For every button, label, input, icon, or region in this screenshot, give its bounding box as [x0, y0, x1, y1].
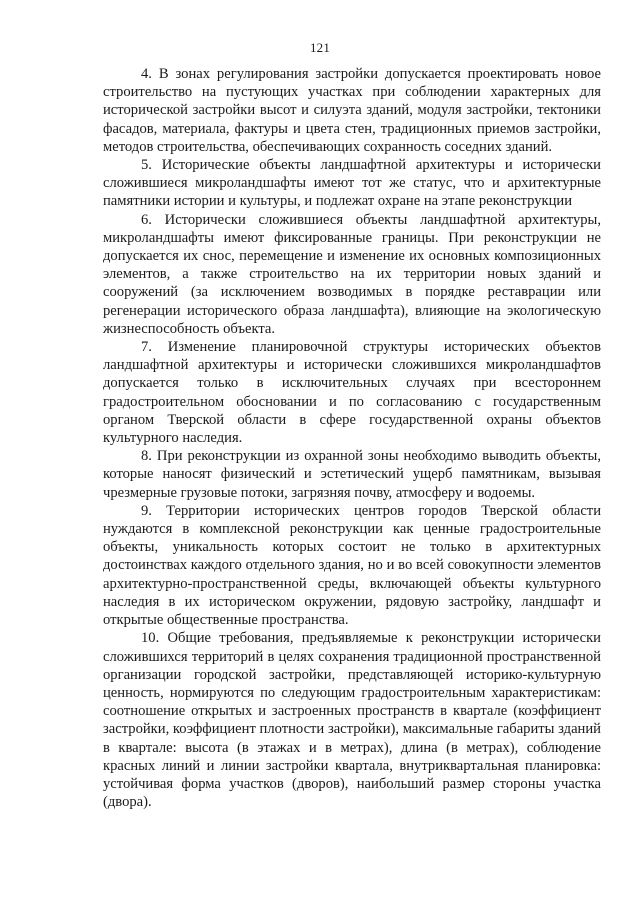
page-number: 121 — [309, 40, 331, 55]
document-body — [103, 65, 601, 811]
paragraph-8: 8. При реконструкции из охранной зоны необходимо выводить объекты, которые наносят физический и эстетический ущерб памятникам, вызывая чрезмерные грузовые потоки, загрязняя почву, атмосферу и водоемы. — [103, 448, 601, 501]
paragraph-6: 6. Исторически сложившиеся объекты ландшафтной архитектуры, микроландшафты имеют фиксированные границы. При реконструкции не допускается их снос, перемещение и изменение их основных композиционных элементов, а также строительство на их территории новых зданий и сооружений (за исключением возводимых в порядке реставрации или регенерации исторического образа ландшафта), влияющие на экологическую жизнеспособность объекта. — [103, 211, 601, 337]
paragraph-7: 7. Изменение планировочной структуры исторических объектов ландшафтной архитектуры и исторически сложившихся микроландшафтов допускается только в исключительных случаях при всестороннем градостроительном обосновании и по согласованию с государственным органом Тверской области в сфере государственной охраны объектов культурного наследия. — [103, 339, 601, 447]
paragraph-4: 4. В зонах регулирования застройки допускается проектировать новое строительство на пустующих участках при соблюдении характерных для исторической застройки высот и силуэта зданий, модуля застройки, тектоники фасадов, материала, фактуры и цвета стен, традиционных приемов застройки, методов строительства, обеспечивающих сохранность соседних зданий. — [103, 66, 601, 155]
paragraph-9: 9. Территории исторических центров городов Тверской области нуждаются в комплексной реконструкции как ценные градостроительные объекты, уникальность которых состоит не только в архитектурных достоинствах каждого отдельного здания, но и во всей совокупности элементов архитектурно-пространственной среды, включающей объекты культурного наследия в их историческом окружении, рядовую застройку, ландшафт и открытые общественные пространства. — [103, 502, 601, 629]
paragraph-10: 10. Общие требования, предъявляемые к реконструкции исторически сложившихся территорий в целях сохранения традиционной пространственной организации городской застройки, представляющей историко-культурную ценность, нормируются по следующим градостроительным характеристикам: соотношение открытых и застроенных пространств в квартале (коэффициент застройки, коэффициент плотности застройки), максимальные габариты зданий в квартале: высота (в этажах и в метрах), длина (в метрах), соблюдение красных линий и линии застройки квартала, внутриквартальная планировка: устойчивая форма участков (дворов), наибольший размер стороны участка (двора). — [103, 630, 601, 811]
paragraph-5: 5. Исторические объекты ландшафтной архитектуры и исторически сложившиеся микроландшафты имеют тот же статус, что и архитектурные памятники истории и культуры, и подлежат охране на этапе реконструкции — [103, 157, 601, 210]
